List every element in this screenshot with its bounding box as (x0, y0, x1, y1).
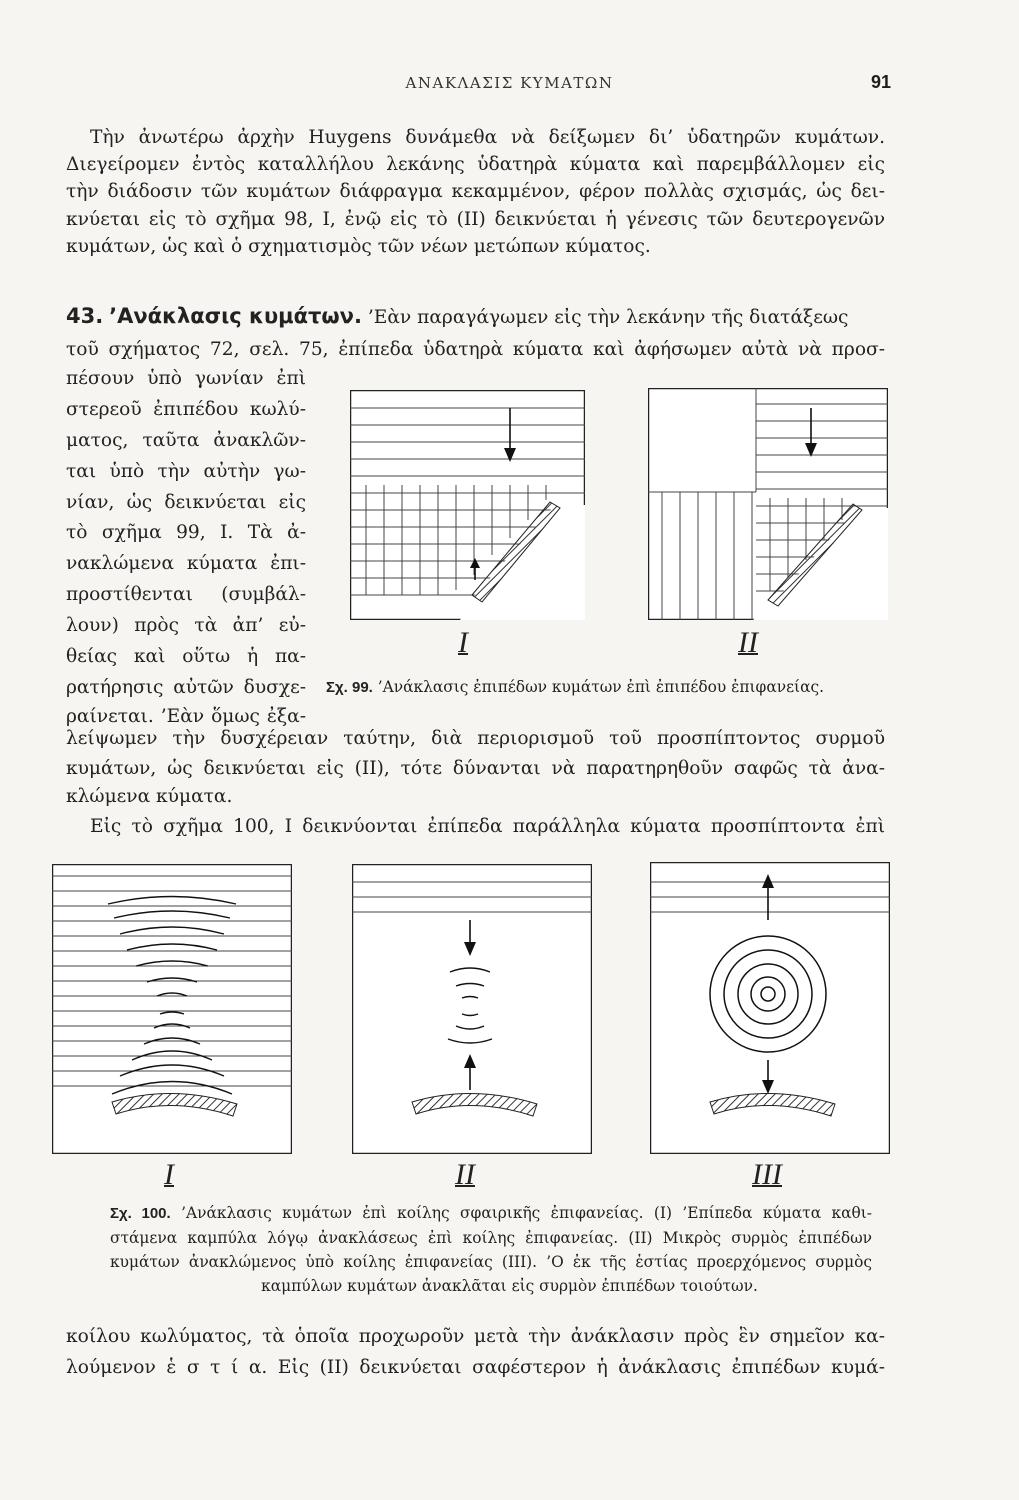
section-line: λείψωμεν τὴν δυσχέρειαν ταύτην, διὰ περιορισμοῦ τοῦ προσπίπτοντος συρμοῦ (66, 728, 885, 749)
fig100-caption-line: καμπύλων κυμάτων ἀνακλᾶται εἰς συρμὸν ἐπιπέδων τοιούτων. (261, 1277, 758, 1295)
fig99-panel-1 (350, 390, 585, 620)
fig99-panel-2 (648, 388, 888, 620)
para2-line: Εἰς τὸ σχῆμα 100, I δεικνύονται ἐπίπεδα παράλληλα κύματα προσπίπτοντα ἐπὶ (90, 816, 885, 837)
column-line: τὸ σχῆμα 99, I. Τὰ ἀ- (66, 522, 306, 543)
column-line: στερεοῦ ἐπιπέδου κωλύ- (66, 399, 306, 420)
closing-line: λούμενον ἑ σ τ ί α. Εἰς (II) δεικνύεται σαφέστερον ἡ ἀνάκλασις ἐπιπέδων κυμά- (66, 1357, 885, 1378)
intro-line: τὴν διάδοσιν τῶν κυμάτων διάφραγμα κεκαμμένον, φέρον πολλὰς σχισμάς, ὡς δει- (66, 181, 885, 202)
intro-line: κυμάτων, ὡς καὶ ὁ σχηματισμὸς τῶν νέων μετώπων κύματος. (66, 236, 651, 257)
fig100-caption-line: στάμενα καμπύλα λόγῳ ἀνακλάσεως ἐπὶ κοίλης ἐπιφανείας. (II) Μικρὸς συρμὸς ἐπιπέδων (110, 1229, 872, 1247)
fig100-panel-3 (650, 862, 890, 1154)
running-title: ΑΝΑΚΛΑΣΙΣ ΚΥΜΑΤΩΝ (405, 74, 614, 92)
fig100-caption-text: ’Ανάκλασις κυμάτων ἐπὶ κοίλης σφαιρικῆς ἐπιφανείας. (I) ’Επίπεδα κύματα καθι- (181, 1204, 872, 1222)
fig99-label-2: II (738, 626, 758, 659)
intro-line: Διεγείρομεν ἐντὸς καταλλήλου λεκάνης ὑδατηρὰ κύματα καὶ παρεμβάλλομεν εἰς (66, 154, 885, 175)
fig100-panel-1 (52, 864, 292, 1154)
fig100-label: Σχ. 100. (110, 1205, 171, 1222)
column-line: προστίθενται (συμβάλ- (66, 584, 306, 605)
column-line: θείας καὶ οὕτω ἡ πα- (66, 646, 306, 667)
section-heading-line (66, 304, 885, 330)
page-header (0, 72, 1019, 102)
fig99-label-1: I (458, 626, 468, 659)
column-line: ται ὑπὸ τὴν αὐτὴν γω- (66, 461, 306, 482)
section-title: ’Ανάκλασις κυμάτων. (109, 304, 362, 328)
section-first-line: ’Εὰν παραγάγωμεν εἰς τὴν λεκάνην τῆς διατάξεως (367, 307, 849, 328)
column-line: πέσουν ὑπὸ γωνίαν ἐπὶ (66, 368, 306, 389)
fig99-caption (326, 677, 824, 698)
section-number: 43. (66, 304, 104, 328)
fig99-caption-text: ’Ανάκλασις ἐπιπέδων κυμάτων ἐπὶ ἐπιπέδου ἐπιφανείας. (377, 678, 824, 696)
fig100-label-2: II (455, 1158, 475, 1191)
section-second-line: τοῦ σχήματος 72, σελ. 75, ἐπίπεδα ὑδατηρὰ κύματα καὶ ἀφήσωμεν αὐτὰ νὰ προσ- (66, 339, 885, 360)
intro-line: Τὴν ἀνωτέρω ἀρχὴν Huygens δυνάμεθα νὰ δείξωμεν δι’ ὑδατηρῶν κυμάτων. (90, 127, 885, 148)
fig100-label-3: III (752, 1158, 782, 1191)
intro-line: κνύεται εἰς τὸ σχῆμα 98, I, ἐνῷ εἰς τὸ (II) δεικνύεται ἡ γένεσις τῶν δευτερογενῶν (66, 209, 885, 230)
closing-line: κοίλου κωλύματος, τὰ ὁποῖα προχωροῦν μετὰ τὴν ἀνάκλασιν πρὸς ἓν σημεῖον κα- (66, 1326, 885, 1347)
section-line: κλώμενα κύματα. (66, 786, 233, 807)
column-line: ραίνεται. ’Εὰν ὅμως ἐξα- (66, 706, 306, 727)
column-line: νίαν, ὡς δεικνύεται εἰς (66, 492, 306, 513)
column-line: νακλώμενα κύματα ἐπι- (66, 553, 306, 574)
section-line: κυμάτων, ὡς δεικνύεται εἰς (II), τότε δύνανται νὰ παρατηρηθοῦν σαφῶς τὰ ἀνα- (66, 758, 885, 779)
fig100-caption-line: κυμάτων ἀνακλώμενος ὑπὸ κοίλης ἐπιφανείας (III). ’Ο ἐκ τῆς ἑστίας προερχόμενος συρμὸς (110, 1253, 872, 1271)
fig100-caption-line (110, 1203, 872, 1224)
fig100-panel-2 (352, 864, 592, 1154)
column-line: ρατήρησις αὐτῶν δυσχε- (66, 677, 306, 698)
fig99-label: Σχ. 99. (326, 679, 373, 696)
page-number: 91 (870, 72, 891, 92)
fig100-label-1: I (164, 1158, 174, 1191)
column-line: λουν) πρὸς τὰ ἀπ’ εὐ- (66, 615, 306, 636)
column-line: ματος, ταῦτα ἀνακλῶν- (66, 430, 306, 451)
